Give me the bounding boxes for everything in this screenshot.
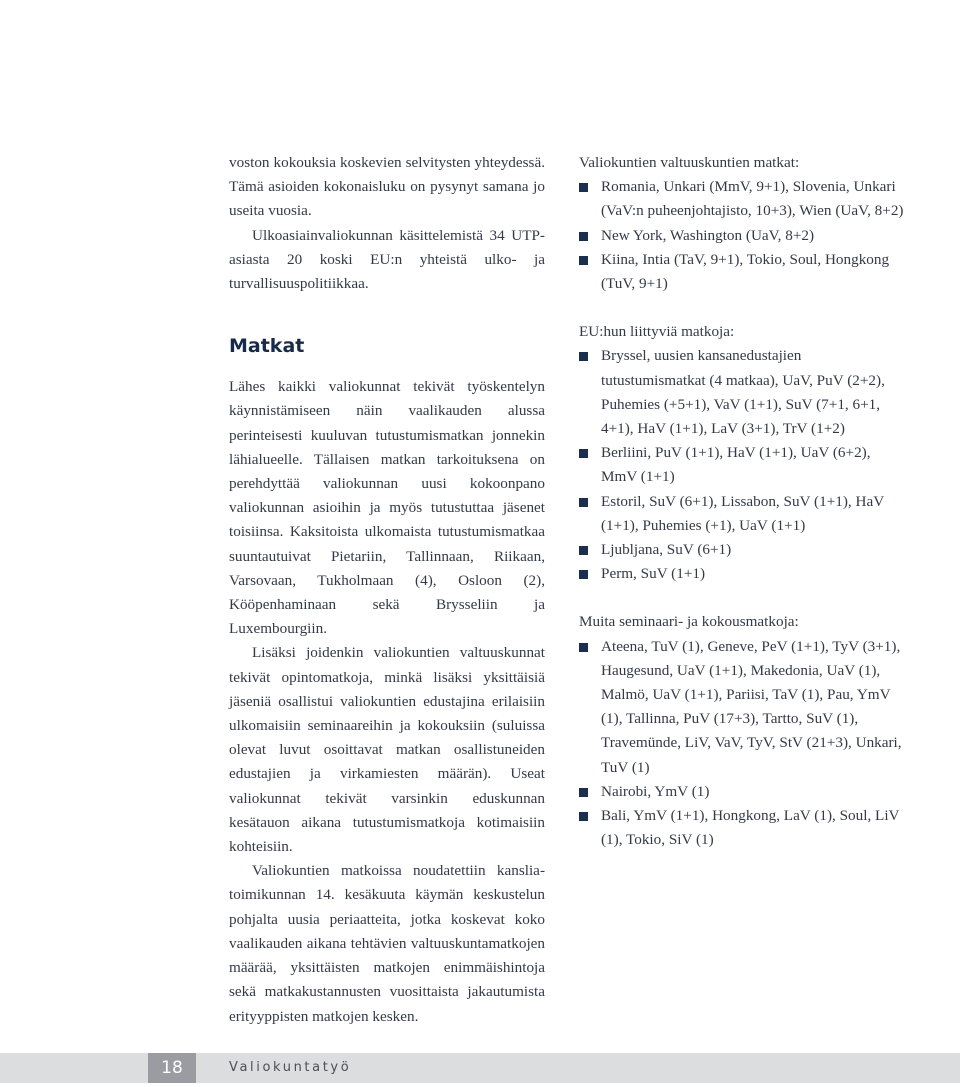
- bullet-list: [579, 175, 909, 296]
- square-bullet-icon: [579, 812, 588, 821]
- list-item: [579, 538, 909, 562]
- square-bullet-icon: [579, 546, 588, 555]
- page-number: 18: [148, 1053, 196, 1083]
- list-item: [579, 635, 909, 780]
- list-item: [579, 490, 909, 538]
- trip-group: [579, 151, 909, 296]
- square-bullet-icon: [579, 498, 588, 507]
- list-item-text: Ateena, TuV (1), Geneve, PeV (1+1), TyV (3+1), Haugesund, UaV (1+1), Makedonia, UaV (1), Malmö, UaV (1+1), Pariisi, TaV (1), Pau, YmV (1), Tallinna, PuV (17+3), Tartto, SuV (1), Travemünde, LiV, VaV, TyV, StV (21+3), Unkari, TuV (1): [601, 637, 902, 776]
- list-item-text: Romania, Unkari (MmV, 9+1), Slovenia, Unkari (VaV:n puheenjohtajisto, 10+3), Wien (UaV, 8+2): [601, 178, 904, 220]
- right-column: [579, 151, 909, 852]
- list-item: [579, 804, 909, 852]
- square-bullet-icon: [579, 449, 588, 458]
- trip-group: [579, 320, 909, 586]
- bullet-list: [579, 344, 909, 586]
- square-bullet-icon: [579, 256, 588, 265]
- list-item: [579, 441, 909, 489]
- square-bullet-icon: [579, 232, 588, 241]
- list-item: [579, 248, 909, 296]
- section-title: Matkat: [229, 335, 305, 358]
- body-paragraph: Lähes kaikki valiokunnat tekivät työskentelyn käynnistämiseen näin vaalikauden alussa perinteisesti kuuluvan tutustumismatkan jonnekin lähialueelle. Tällaisen matkan tarkoituksena on perehdyttää valiokunnan uusi kokoonpano valiokunnan asioihin ja myös tutustuttaa jäsenet toisiinsa. Kaksitoista ulkomaista tutustumismatkaa suuntautuivat Pietariin, Tallinnaan, Riikaan, Varsovaan, Tukholmaan (4), Osloon (2), Kööpenhaminaan sekä Brysseliin ja Luxembourgiin.: [229, 378, 545, 638]
- running-title: Valiokuntatyö: [229, 1060, 352, 1075]
- bullet-list: [579, 635, 909, 853]
- list-item-text: Nairobi, YmV (1): [601, 782, 710, 800]
- list-item: [579, 562, 909, 586]
- footer-bar: [0, 1053, 960, 1083]
- square-bullet-icon: [579, 570, 588, 579]
- list-item: [579, 175, 909, 223]
- list-item-text: Bryssel, uusien kansanedustajien tutustumismatkat (4 matkaa), UaV, PuV (2+2), Puhemies (+5+1), VaV (1+1), SuV (7+1, 6+1, 4+1), HaV (1+1), LaV (3+1), TrV (1+2): [601, 347, 885, 438]
- square-bullet-icon: [579, 183, 588, 192]
- list-item-text: Estoril, SuV (6+1), Lissabon, SuV (1+1), HaV (1+1), Puhemies (+1), UaV (1+1): [601, 492, 884, 534]
- square-bullet-icon: [579, 788, 588, 797]
- intro-paragraph: voston kokouksia koskevien selvitysten yhteydessä. Tämä asioiden kokonaisluku on pysynyt samana jo useita vuosia.: [229, 154, 545, 220]
- square-bullet-icon: [579, 643, 588, 652]
- square-bullet-icon: [579, 352, 588, 361]
- body-paragraph: Lisäksi joidenkin valiokuntien valtuuskunnat tekivät opintomatkoja, minkä lisäksi yksittäisiä jäseniä osallistui valiokuntien edustajina erilaisiin ulkomaisiin seminaareihin ja kokouksiin (suluissa olevat luvut osoittavat matkan osallistuneiden edustajien ja virkamiesten määrän). Useat valiokunnat tekivät varsinkin eduskunnan kesätauon aikana tutustumismatkoja kotimaisiin kohteisiin.: [229, 644, 545, 856]
- list-item-text: Kiina, Intia (TaV, 9+1), Tokio, Soul, Hongkong (TuV, 9+1): [601, 250, 890, 293]
- group-heading: EU:hun liittyviä matkoja:: [579, 323, 735, 341]
- trip-group: [579, 610, 909, 852]
- list-item-text: Perm, SuV (1+1): [601, 565, 706, 583]
- list-item: [579, 780, 909, 804]
- list-item-text: Ljubljana, SuV (6+1): [601, 541, 732, 559]
- body-paragraph: Valiokuntien matkoissa noudatettiin kansliatoimikunnan 14. kesäkuuta käymän keskustelun pohjalta uusia periaatteita, jotka koskevat koko vaalikauden aikana tehtävien valtuuskuntamatkojen määrää, yksittäisten matkojen enimmäishintoja sekä matkakustannusten vuosittaista jakautumista erityyppisten matkojen kesken.: [229, 862, 545, 1025]
- list-item-text: Bali, YmV (1+1), Hongkong, LaV (1), Soul, LiV (1), Tokio, SiV (1): [601, 807, 900, 849]
- left-column: [229, 151, 545, 1029]
- list-item-text: New York, Washington (UaV, 8+2): [601, 226, 815, 244]
- list-item-text: Berliini, PuV (1+1), HaV (1+1), UaV (6+2), MmV (1+1): [601, 444, 871, 486]
- intro-paragraph: Ulkoasiainvaliokunnan käsittelemistä 34 UTP-asiasta 20 koski EU:n yhteistä ulko- ja turvallisuuspolitiikkaa.: [229, 226, 545, 293]
- group-heading: Muita seminaari- ja kokousmatkoja:: [579, 613, 799, 631]
- group-heading: Valiokuntien valtuuskuntien matkat:: [579, 154, 800, 171]
- list-item: [579, 224, 909, 248]
- list-item: [579, 344, 909, 441]
